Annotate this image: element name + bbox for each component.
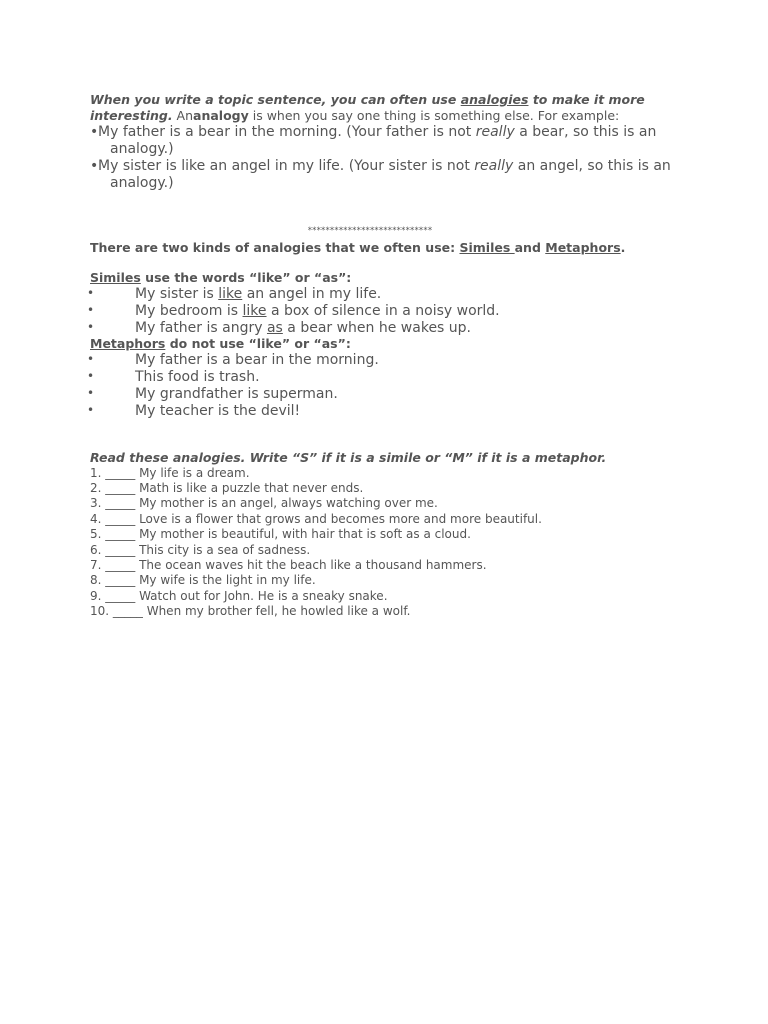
similes-heading — [90, 270, 690, 286]
exercise-instruction: Read these analogies. Write “S” if it is a simile or “M” if it is a metaphor. — [90, 449, 607, 465]
example-item — [90, 124, 690, 158]
bullet-icon: • — [87, 385, 95, 400]
metaphors-heading — [90, 336, 690, 352]
metaphor-text: My father is a bear in the morning. — [135, 352, 379, 369]
bullet-icon: • — [87, 369, 95, 384]
metaphor-text: My grandfather is superman. — [135, 385, 338, 402]
exercise-item: 6. _____ This city is a sea of sadness. — [90, 542, 311, 557]
metaphors-term: Metaphors — [545, 240, 621, 255]
exercise-item: 4. _____ Love is a flower that grows and becomes more and more beautiful. — [90, 511, 542, 526]
bullet-icon: • — [87, 352, 95, 367]
simile-keyword: like — [218, 286, 243, 302]
list-item — [0, 369, 690, 386]
simile-text-end: a box of silence in a noisy world. — [266, 302, 500, 319]
simile-keyword: like — [242, 302, 267, 319]
metaphors-rule: do not use “like” or “as”: — [165, 336, 351, 352]
list-item — [0, 286, 690, 303]
list-item — [0, 386, 690, 403]
similes-rule: use the words “like” or “as”: — [140, 270, 352, 285]
simile-text-end: a bear when he wakes up. — [282, 319, 472, 336]
similes-term: Similes — [459, 240, 515, 255]
intro-paragraph — [90, 92, 690, 124]
bullet-icon: • — [87, 302, 95, 317]
example-text: My sister is like an angel in my life. (Your sister is not — [98, 158, 475, 174]
kinds-and: and — [514, 240, 546, 255]
simile-keyword: as — [266, 319, 283, 336]
metaphors-list — [0, 352, 690, 419]
bullet-icon: • — [87, 286, 95, 300]
similes-list — [0, 286, 690, 336]
example-emphasis: really — [475, 124, 515, 140]
example-text: My father is a bear in the morning. (Your father is not — [98, 124, 476, 140]
exercise-item: 3. _____ My mother is an angel, always watching over me. — [90, 496, 438, 511]
metaphor-text: This food is trash. — [135, 369, 260, 386]
intro-definition: is when you say one thing is something else. For example: — [248, 108, 620, 123]
exercise-item: 10. _____ When my brother fell, he howled like a wolf. — [90, 604, 411, 619]
example-item — [90, 158, 690, 192]
example-text-end: a bear, so this is an analogy.) — [110, 124, 657, 157]
exercise-item: 7. _____ The ocean waves hit the beach like a thousand hammers. — [90, 557, 487, 572]
simile-text: My sister is — [135, 286, 219, 302]
bullet-icon: • — [90, 158, 99, 174]
example-emphasis: really — [474, 158, 514, 174]
list-item — [0, 352, 690, 369]
intro-bold-text: When you write a topic sentence, you can often use — [90, 92, 461, 107]
exercise-item: 1. _____ My life is a dream. — [90, 465, 250, 480]
kinds-text: There are two kinds of analogies that we often use: — [90, 240, 460, 255]
simile-text-end: an angel in my life. — [242, 286, 382, 302]
intro-an: An — [172, 108, 194, 123]
section-separator: **************************** — [307, 226, 433, 236]
similes-label: Similes — [90, 270, 141, 285]
kinds-heading — [90, 240, 690, 256]
exercise-item: 2. _____ Math is like a puzzle that never ends. — [90, 480, 364, 495]
analogy-term: analogy — [193, 108, 249, 123]
simile-text: My bedroom is — [135, 302, 243, 319]
bullet-icon: • — [90, 124, 99, 140]
intro-bold-text-end: to make it more — [528, 92, 645, 107]
metaphors-label: Metaphors — [90, 336, 166, 352]
analogies-term: analogies — [460, 92, 529, 107]
simile-text: My father is angry — [135, 319, 267, 336]
analogy-examples — [90, 124, 690, 192]
list-item — [0, 403, 690, 420]
example-text-end: an angel, so this is an analogy.) — [110, 158, 671, 191]
bullet-icon: • — [87, 319, 95, 334]
list-item — [0, 320, 690, 337]
metaphor-text: My teacher is the devil! — [135, 402, 301, 419]
exercise-item: 5. _____ My mother is beautiful, with hair that is soft as a cloud. — [90, 527, 471, 542]
document-page — [87, 92, 690, 619]
exercise-item: 9. _____ Watch out for John. He is a sneaky snake. — [90, 588, 388, 603]
exercise-item: 8. _____ My wife is the light in my life. — [90, 573, 316, 588]
list-item — [0, 303, 690, 320]
bullet-icon: • — [87, 402, 95, 417]
intro-bold-line2: interesting. — [90, 108, 173, 123]
exercise-list — [90, 466, 690, 620]
kinds-end: . — [620, 240, 626, 255]
